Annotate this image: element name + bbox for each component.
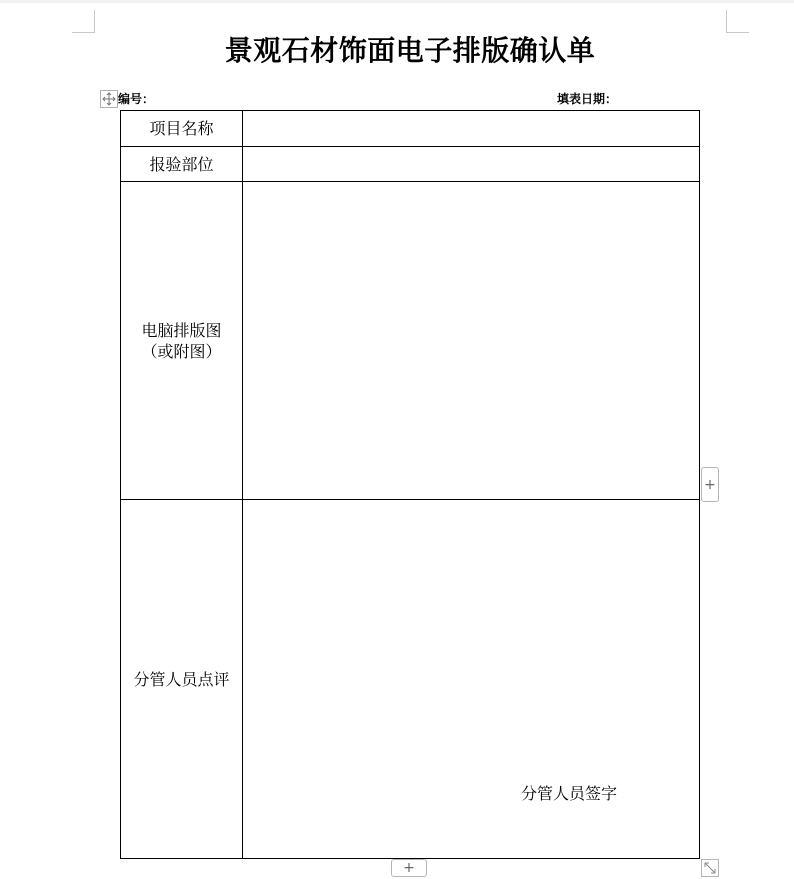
supervisor-signature-label[interactable]: 分管人员签字 (521, 784, 618, 803)
number-label[interactable]: 编号： (118, 92, 155, 106)
project-name-label-cell[interactable] (121, 111, 243, 146)
confirmation-table (120, 110, 700, 859)
layout-drawing-value-cell[interactable] (243, 182, 699, 499)
add-column-icon: + (704, 476, 716, 493)
add-row-icon: + (403, 860, 415, 876)
table-row-supervisor-comment (121, 500, 699, 858)
layout-drawing-label-cell[interactable] (121, 182, 243, 499)
table-row-project-name (121, 111, 699, 147)
add-row-button[interactable] (391, 859, 427, 877)
inspection-location-label-cell[interactable] (121, 147, 243, 181)
inspection-location-value-cell[interactable] (243, 147, 699, 181)
table-move-icon[interactable] (100, 90, 118, 108)
document-title[interactable]: 景观石材饰面电子排版确认单 (224, 34, 596, 67)
page-top-edge (0, 0, 794, 3)
fill-date-label[interactable]: 填表日期： (557, 92, 618, 106)
supervisor-comment-value-cell[interactable] (243, 500, 699, 858)
margin-corner-mark-right (726, 10, 749, 33)
table-row-inspection-location (121, 147, 699, 182)
inspection-location-label: 报验部位 (149, 154, 214, 174)
layout-drawing-sublabel: （或附图） (141, 341, 222, 361)
project-name-value-cell[interactable] (243, 111, 699, 146)
add-column-button[interactable] (701, 467, 719, 502)
layout-drawing-label: 电脑排版图 (141, 320, 222, 340)
margin-corner-mark-left (72, 10, 95, 33)
supervisor-comment-label: 分管人员点评 (133, 669, 230, 689)
project-name-label: 项目名称 (149, 119, 214, 138)
supervisor-comment-label-cell[interactable] (121, 500, 243, 858)
table-resize-icon[interactable] (701, 859, 719, 877)
table-row-layout-drawing (121, 182, 699, 500)
